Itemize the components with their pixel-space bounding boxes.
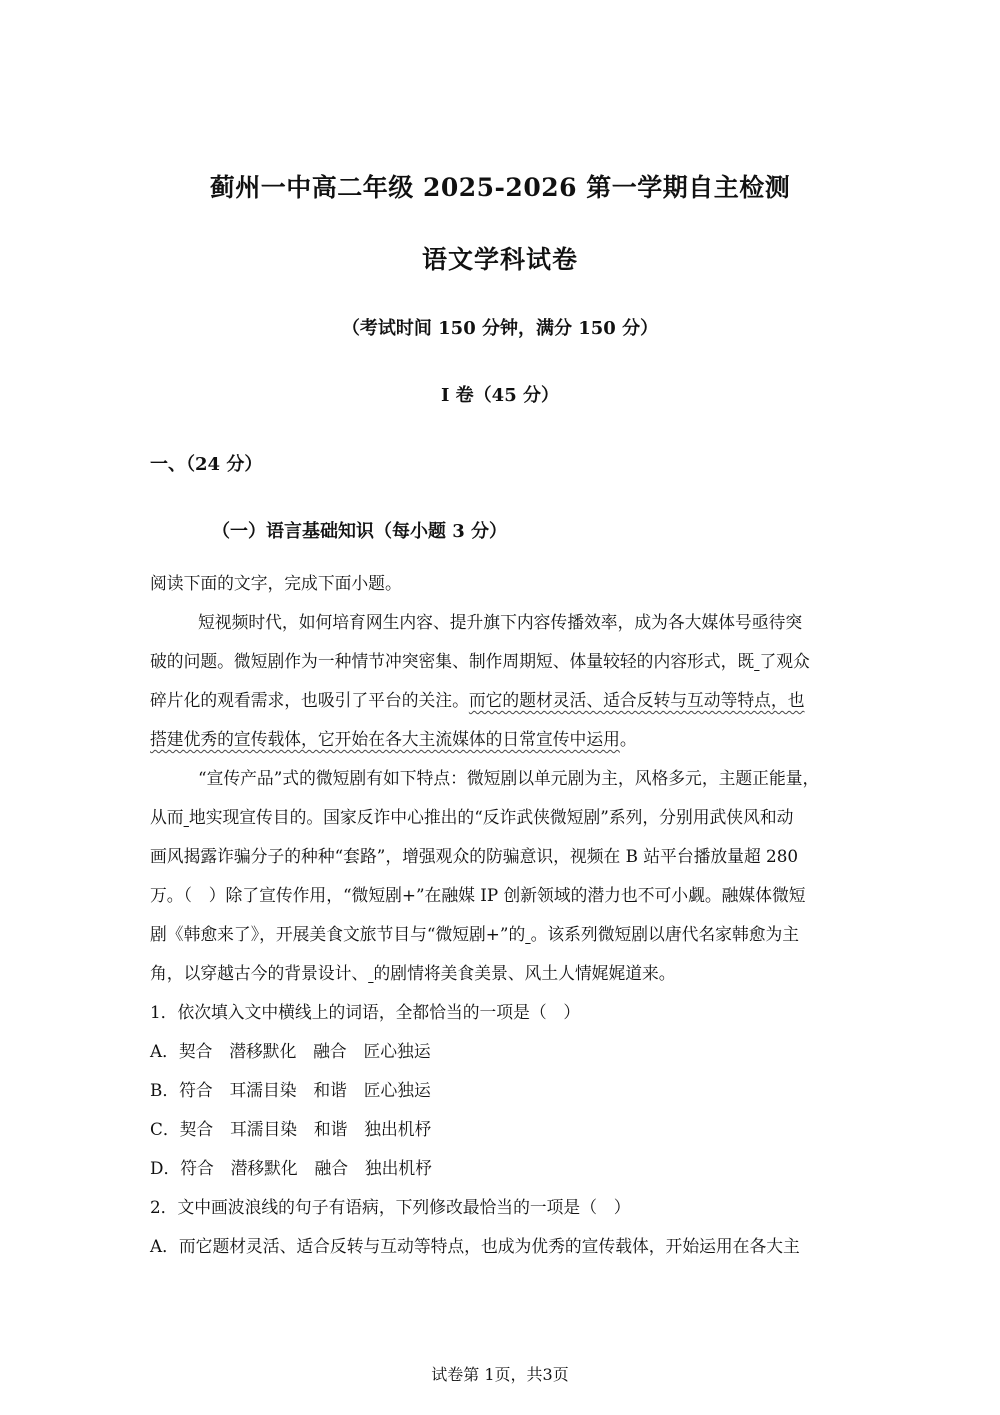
passage-text: 。该系列微短剧以唐代名家韩愈为主 bbox=[530, 924, 800, 944]
passage-line bbox=[150, 806, 793, 828]
question-1-option-c: C．契合 耳濡目染 和谐 独出机杼 bbox=[150, 1119, 432, 1139]
passage-text: 从而 bbox=[150, 807, 184, 827]
passage-line bbox=[150, 650, 810, 672]
question-1-option-d: D．符合 潜移默化 融合 独出机杼 bbox=[150, 1158, 432, 1178]
subsection-heading: （一）语言基础知识（每小题 3 分） bbox=[212, 521, 508, 542]
exam-title: 蓟州一中高二年级 2025-2026 第一学期自主检测 bbox=[209, 173, 791, 202]
passage-line bbox=[150, 728, 637, 750]
wavy-underlined-sentence: 而它的题材灵活、适合反转与互动等特点，也 bbox=[468, 690, 805, 710]
passage-text: 碎片化的观看需求，也吸引了平台的关注。 bbox=[150, 690, 469, 710]
passage-text: 剧《韩愈来了》，开展美食文旅节目与“微短剧+”的 bbox=[150, 924, 526, 944]
question-1-stem: 1．依次填入文中横线上的词语，全都恰当的一项是（ ） bbox=[150, 1002, 581, 1022]
passage-line bbox=[150, 689, 805, 711]
section-heading: 一、（24 分） bbox=[150, 454, 263, 475]
passage-line bbox=[150, 923, 799, 945]
passage-line: 万。（ ）除了宣传作用，“微短剧+”在融媒 IP 创新领域的潜力也不可小觑。融媒体微短 bbox=[150, 885, 806, 905]
volume-heading: I 卷（45 分） bbox=[440, 385, 559, 406]
question-2-option-a: A．而它题材灵活、适合反转与互动等特点，也成为优秀的宣传载体，开始运用在各大主 bbox=[150, 1236, 800, 1256]
exam-time-note: （考试时间 150 分钟，满分 150 分） bbox=[341, 318, 659, 339]
question-1-option-a: A．契合 潜移默化 融合 匠心独运 bbox=[150, 1041, 431, 1061]
instruction-text: 阅读下面的文字，完成下面小题。 bbox=[150, 573, 402, 593]
passage-text: 。 bbox=[619, 729, 637, 749]
wavy-underlined-sentence: 搭建优秀的宣传载体，它开始在各大主流媒体的日常宣传中运用 bbox=[150, 729, 620, 749]
passage-text: 了观众 bbox=[759, 651, 810, 671]
passage-line: “宣传产品”式的微短剧有如下特点：微短剧以单元剧为主，风格多元，主题正能量， bbox=[198, 768, 820, 788]
page-footer: 试卷第 1页，共3页 bbox=[431, 1365, 569, 1384]
passage-line bbox=[150, 962, 676, 984]
question-1-option-b: B．符合 耳濡目染 和谐 匠心独运 bbox=[150, 1080, 431, 1100]
passage-line: 短视频时代，如何培育网生内容、提升旗下内容传播效率，成为各大媒体号亟待突 bbox=[198, 612, 803, 632]
passage-text: 地实现宣传目的。国家反诈中心推出的“反诈武侠微短剧”系列，分别用武侠风和动 bbox=[188, 807, 794, 827]
passage-text: 破的问题。微短剧作为一种情节冲突密集、制作周期短、体量较轻的内容形式，既 bbox=[150, 651, 755, 671]
passage-text: 的剧情将美食美景、风土人情娓娓道来。 bbox=[373, 963, 676, 983]
question-2-stem: 2．文中画波浪线的句子有语病，下列修改最恰当的一项是（ ） bbox=[150, 1197, 631, 1217]
passage-line: 画风揭露诈骗分子的种种“套路”，增强观众的防骗意识，视频在 B 站平台播放量超 280 bbox=[150, 846, 799, 866]
passage-text: 角，以穿越古今的背景设计、 bbox=[150, 963, 369, 983]
exam-subtitle: 语文学科试卷 bbox=[421, 245, 578, 274]
